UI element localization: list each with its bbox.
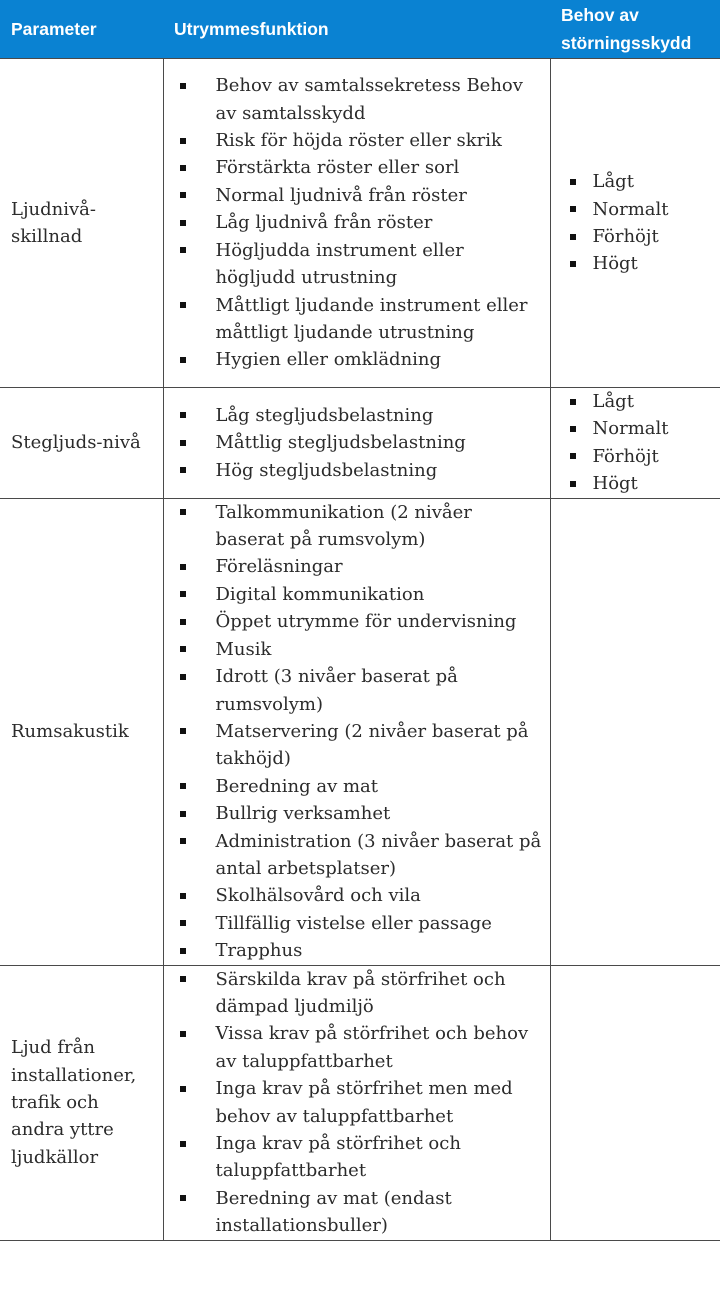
- list-item: Låg ljudnivå från röster: [164, 209, 550, 236]
- header-function: Utrymmesfunktion: [163, 0, 550, 59]
- list-item: Hög stegljudsbelastning: [164, 457, 550, 484]
- header-row: [0, 0, 720, 59]
- table-row: [0, 388, 720, 499]
- protection-cell: [550, 498, 720, 965]
- function-list: [164, 966, 550, 1240]
- list-item: Särskilda krav på störfrihet och dämpad ljudmiljö: [164, 966, 550, 1021]
- list-item: Administration (3 nivåer baserat på antal arbetsplatser): [164, 828, 550, 883]
- list-item: Bullrig verksamhet: [164, 800, 550, 827]
- list-item: Vissa krav på störfrihet och behov av taluppfattbarhet: [164, 1020, 550, 1075]
- list-item: Förhöjt: [551, 223, 720, 250]
- list-item: Förstärkta röster eller sorl: [164, 154, 550, 181]
- parameter-cell: Rumsakustik: [0, 498, 163, 965]
- function-cell: [163, 498, 550, 965]
- list-item: Musik: [164, 636, 550, 663]
- list-item: Inga krav på störfrihet och taluppfattbarhet: [164, 1130, 550, 1185]
- list-item: Högt: [551, 470, 720, 497]
- table-row: [0, 59, 720, 388]
- list-item: Lågt: [551, 388, 720, 415]
- table-row: [0, 498, 720, 965]
- parameter-cell: Ljudnivå-skillnad: [0, 59, 163, 388]
- list-item: Öppet utrymme för undervisning: [164, 608, 550, 635]
- list-item: Idrott (3 nivåer baserat på rumsvolym): [164, 663, 550, 718]
- list-item: Normalt: [551, 415, 720, 442]
- list-item: Måttligt ljudande instrument eller måttligt ljudande utrustning: [164, 292, 550, 347]
- list-item: Beredning av mat (endast installationsbuller): [164, 1185, 550, 1240]
- list-item: Normal ljudnivå från röster: [164, 182, 550, 209]
- list-item: Talkommunikation (2 nivåer baserat på rumsvolym): [164, 499, 550, 554]
- list-item: Föreläsningar: [164, 553, 550, 580]
- list-item: Matservering (2 nivåer baserat på takhöjd): [164, 718, 550, 773]
- function-list: [164, 499, 550, 965]
- list-item: Digital kommunikation: [164, 581, 550, 608]
- table-row: [0, 965, 720, 1240]
- parameter-cell: Ljud från installationer, trafik och andra yttre ljudkällor: [0, 965, 163, 1240]
- list-item: Trapphus: [164, 937, 550, 964]
- function-cell: [163, 388, 550, 499]
- list-item: Förhöjt: [551, 443, 720, 470]
- list-item: Beredning av mat: [164, 773, 550, 800]
- protection-cell: [550, 388, 720, 499]
- table-header: [0, 0, 720, 59]
- list-item: Risk för höjda röster eller skrik: [164, 127, 550, 154]
- parameter-cell: Stegljuds-nivå: [0, 388, 163, 499]
- list-item: Normalt: [551, 196, 720, 223]
- function-list: [164, 72, 550, 373]
- header-protection: Behov av störningsskydd: [550, 0, 720, 59]
- list-item: Lågt: [551, 168, 720, 195]
- function-cell: [163, 59, 550, 388]
- list-item: Låg stegljudsbelastning: [164, 402, 550, 429]
- protection-list: [551, 388, 720, 498]
- list-item: Inga krav på störfrihet men med behov av taluppfattbarhet: [164, 1075, 550, 1130]
- list-item: Hygien eller omklädning: [164, 346, 550, 373]
- header-parameter: Parameter: [0, 0, 163, 59]
- list-item: Tillfällig vistelse eller passage: [164, 910, 550, 937]
- list-item: Måttlig stegljudsbelastning: [164, 429, 550, 456]
- function-list: [164, 402, 550, 484]
- list-item: Högt: [551, 250, 720, 277]
- list-item: Behov av samtalssekretess Behov av samtalsskydd: [164, 72, 550, 127]
- function-cell: [163, 965, 550, 1240]
- protection-list: [551, 168, 720, 278]
- list-item: Högljudda instrument eller högljudd utrustning: [164, 237, 550, 292]
- list-item: Skolhälsovård och vila: [164, 882, 550, 909]
- protection-cell: [550, 965, 720, 1240]
- protection-cell: [550, 59, 720, 388]
